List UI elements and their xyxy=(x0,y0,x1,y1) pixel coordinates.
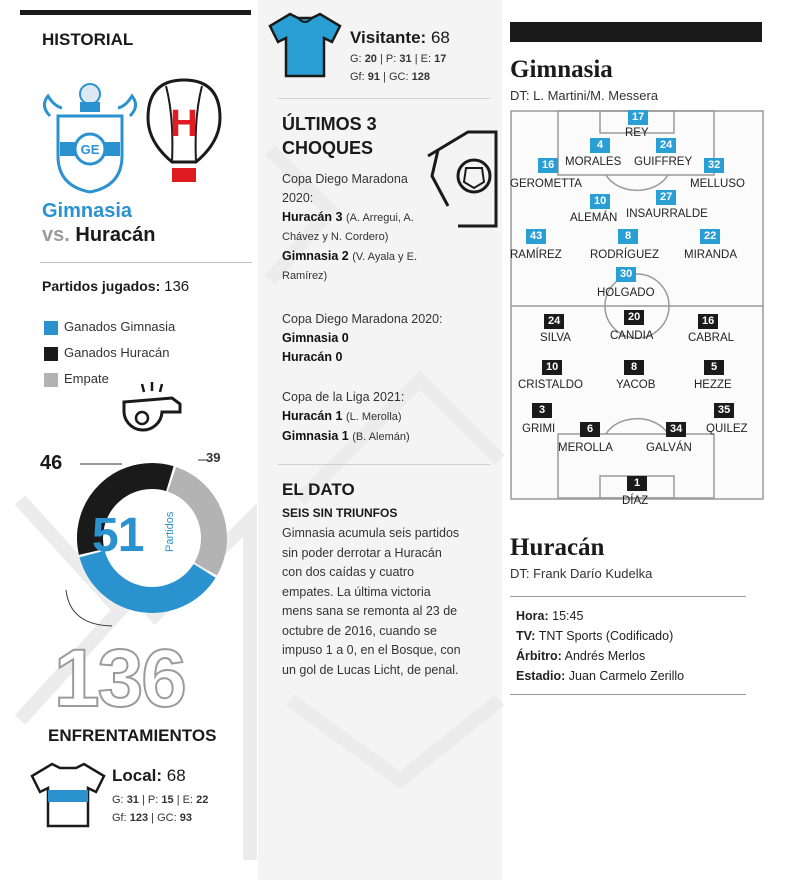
visitante-stats-line1: G: 20 | P: 31 | E: 17 xyxy=(350,53,447,65)
info-tv: TV: TNT Sports (Codificado) xyxy=(516,629,674,643)
player-number: 17 xyxy=(628,110,648,125)
dato-text: Gimnasia acumula seis partidos sin poder derrotar a Huracán con dos caídas y cuatro empates. La última victoria mens sana se remonta al 23 de octubre de 2016, cuando se impuso 1 a 0, en el Bosque, con un gol de Lucas Licht, de penal. xyxy=(282,526,461,677)
player-name: ALEMÁN xyxy=(570,212,618,224)
legend-swatch xyxy=(44,347,58,361)
player-number: 3 xyxy=(532,403,552,418)
player-number: 1 xyxy=(627,476,647,491)
local-shirt-icon xyxy=(30,760,106,830)
legend-huracan xyxy=(44,345,170,361)
player-name: CANDIA xyxy=(610,330,654,342)
player-number: 43 xyxy=(526,229,546,244)
player-name: RODRÍGUEZ xyxy=(590,249,659,261)
donut-chart xyxy=(40,440,260,650)
player-name: HEZZE xyxy=(694,379,732,391)
player-number: 6 xyxy=(580,422,600,437)
local-stats-line2: Gf: 123 | GC: 93 xyxy=(112,812,192,824)
historial-title: HISTORIAL xyxy=(42,30,134,49)
divider xyxy=(278,464,490,465)
vs-label: vs. xyxy=(42,224,70,246)
historial-top-bar xyxy=(20,10,251,15)
player-name: INSAURRALDE xyxy=(626,208,708,220)
local-value: 68 xyxy=(166,766,186,785)
player-name: MELLUSO xyxy=(690,178,745,190)
donut-center-value: 51 xyxy=(92,509,144,562)
donut-right-value: 39 xyxy=(206,450,221,465)
visitante-value: 68 xyxy=(430,28,450,47)
player-name: MIRANDA xyxy=(684,249,738,261)
player-name: HOLGADO xyxy=(597,287,655,299)
player-number: 27 xyxy=(656,190,676,205)
player-name: GRIMI xyxy=(522,423,556,435)
played-value: 136 xyxy=(164,278,190,295)
divider xyxy=(510,694,746,695)
ultimos-title-line2: CHOQUES xyxy=(282,138,374,158)
legend-gimnasia xyxy=(44,319,175,335)
info-arbitro: Árbitro: Andrés Merlos xyxy=(516,649,646,663)
whistle-icon xyxy=(118,380,188,438)
player-name: REY xyxy=(625,127,649,139)
gimnasia-crest-letters: GE xyxy=(80,142,100,157)
player-number: 8 xyxy=(618,229,638,244)
player-name: RAMÍREZ xyxy=(510,249,562,261)
player-number: 10 xyxy=(590,194,610,209)
legend-swatch xyxy=(44,373,58,387)
lineups-top-bar xyxy=(510,22,762,42)
legend-label: Ganados Huracán xyxy=(64,345,170,360)
player-name: GALVÁN xyxy=(646,442,692,454)
huracan-dt: DT: Frank Darío Kudelka xyxy=(510,566,653,581)
played-label: Partidos jugados: xyxy=(42,278,161,294)
donut-center-unit: Partidos xyxy=(164,511,176,552)
visitante-shirt-icon xyxy=(268,10,342,80)
legend-label: Empate xyxy=(64,371,109,386)
player-number: 16 xyxy=(698,314,718,329)
player-number: 20 xyxy=(624,310,644,325)
huracan-title: Huracán xyxy=(510,534,605,561)
player-name: GUIFFREY xyxy=(634,156,693,168)
legend-label: Ganados Gimnasia xyxy=(64,319,176,334)
player-number: 4 xyxy=(590,138,610,153)
player-number: 22 xyxy=(700,229,720,244)
enfrentamientos-label: ENFRENTAMIENTOS xyxy=(48,726,217,745)
player-number: 35 xyxy=(714,403,734,418)
total-big-number: 136 xyxy=(54,633,185,724)
gimnasia-dt: DT: L. Martini/M. Messera xyxy=(510,88,659,103)
player-name: QUILEZ xyxy=(706,423,748,435)
player-number: 5 xyxy=(704,360,724,375)
football-pitch xyxy=(510,110,764,507)
dato-title: EL DATO xyxy=(282,480,355,499)
player-name: MORALES xyxy=(565,156,622,168)
dato-subtitle: SEIS SIN TRIUNFOS xyxy=(282,506,398,520)
player-name: SILVA xyxy=(540,332,571,344)
player-number: 10 xyxy=(542,360,562,375)
player-name: YACOB xyxy=(616,379,656,391)
player-number: 24 xyxy=(656,138,676,153)
player-number: 16 xyxy=(538,158,558,173)
player-name: GEROMETTA xyxy=(510,178,582,190)
donut-segment-empate xyxy=(172,479,214,569)
legend-swatch xyxy=(44,321,58,335)
visitante-stats-line2: Gf: 91 | GC: 128 xyxy=(350,71,430,83)
ultimos-title-line1: ÚLTIMOS 3 xyxy=(282,114,377,134)
info-hora: Hora: 15:45 xyxy=(516,609,584,623)
visitante-label: Visitante: xyxy=(350,28,427,47)
legend-empate xyxy=(44,371,109,387)
gimnasia-title: Gimnasia xyxy=(510,56,613,83)
match-info xyxy=(516,606,684,686)
donut-left-value: 46 xyxy=(40,452,63,474)
team1-name: Gimnasia xyxy=(42,200,133,222)
local-stats-line1: G: 31 | P: 15 | E: 22 xyxy=(112,794,209,806)
ultimo-match-1: Copa Diego Maradona 2020: Huracán 3 (A. Arregui, A. Chávez y N. Cordero) Gimnasia 2 (V. Ayala y E. Ramírez) xyxy=(282,172,418,282)
divider xyxy=(40,262,252,263)
gimnasia-crest-icon xyxy=(40,76,140,196)
player-number: 32 xyxy=(704,158,724,173)
player-name: MEROLLA xyxy=(558,442,613,454)
player-number: 34 xyxy=(666,422,686,437)
huracan-balloon-icon xyxy=(144,76,224,186)
player-number: 8 xyxy=(624,360,644,375)
divider xyxy=(278,98,490,99)
ultimo-match-3: Copa de la Liga 2021: Huracán 1 (L. Merolla) Gimnasia 1 (B. Alemán) xyxy=(282,390,410,443)
team2-name: Huracán xyxy=(75,224,156,246)
ultimos-title xyxy=(282,112,377,160)
huracan-logo-letter: H xyxy=(170,103,198,145)
player-name: DÍAZ xyxy=(622,495,649,507)
player-number: 30 xyxy=(616,267,636,282)
info-estadio: Estadio: Juan Carmelo Zerillo xyxy=(516,669,685,683)
ultimo-match-2: Copa Diego Maradona 2020: Gimnasia 0 Huracán 0 xyxy=(282,312,443,364)
player-name: CRISTALDO xyxy=(518,379,583,391)
player-name: CABRAL xyxy=(688,332,735,344)
divider xyxy=(510,596,746,597)
local-label: Local: xyxy=(112,766,163,785)
player-number: 24 xyxy=(544,314,564,329)
